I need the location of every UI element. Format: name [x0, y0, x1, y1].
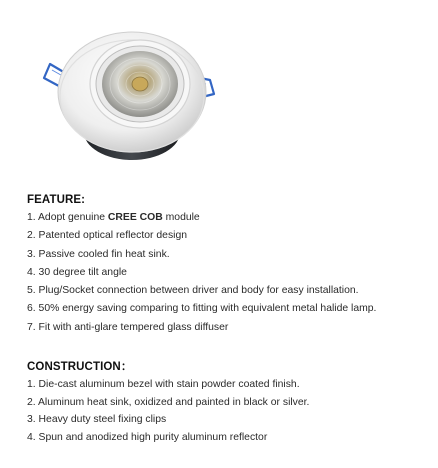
feature-heading: FEATURE: — [27, 194, 86, 206]
construction-section — [27, 360, 432, 446]
feature-item: 1. Adopt genuine CREE COB module — [27, 212, 200, 223]
feature-list — [27, 209, 432, 337]
feature-item: 7. Fit with anti-glare tempered glass diffuser — [27, 321, 229, 333]
feature-item: 5. Plug/Socket connection between driver and body for easy installation. — [27, 285, 359, 297]
construction-heading: CONSTRUCTION： — [27, 361, 133, 373]
construction-item: 2. Aluminum heat sink, oxidized and painted in black or silver. — [27, 396, 310, 408]
construction-item: 4. Spun and anodized high purity aluminum reflector — [27, 431, 268, 443]
feature-item: 2. Patented optical reflector design — [27, 230, 187, 242]
product-image — [40, 4, 220, 180]
feature-section — [27, 193, 432, 337]
feature-item: 3. Passive cooled fin heat sink. — [27, 248, 170, 260]
cob-module — [132, 77, 148, 91]
feature-item: 6. 50% energy saving comparing to fitting with equivalent metal halide lamp. — [27, 303, 377, 315]
construction-item: 3. Heavy duty steel fixing clips — [27, 414, 167, 426]
construction-item: 1. Die-cast aluminum bezel with stain powder coated finish. — [27, 379, 300, 390]
construction-list — [27, 376, 432, 446]
feature-item: 4. 30 degree tilt angle — [27, 266, 127, 278]
